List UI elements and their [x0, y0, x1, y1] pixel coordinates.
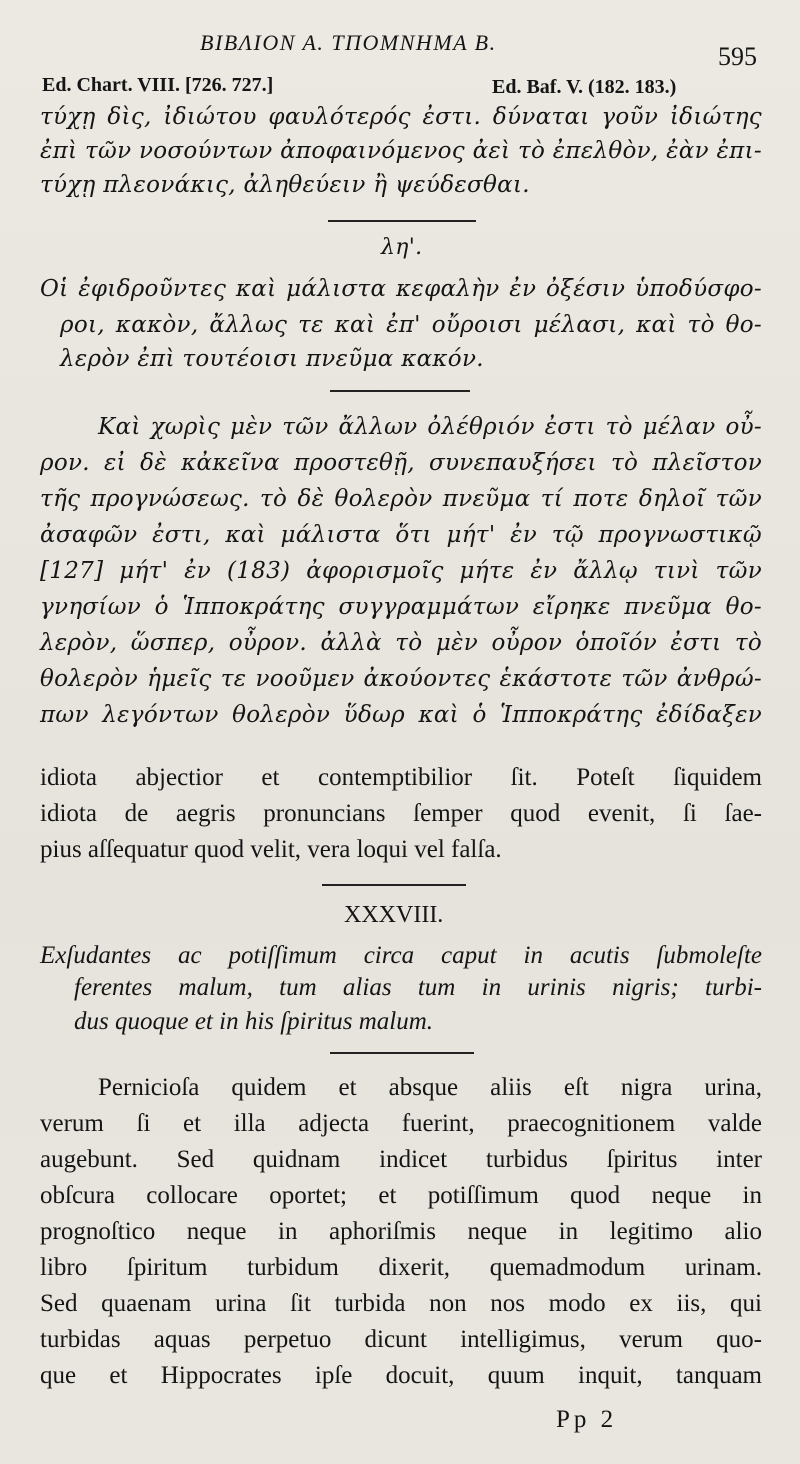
- latin-commentary-line: libro ſpiritum turbidum dixerit, quemadmodum urinam.: [40, 1254, 762, 1281]
- latin-commentary-line: augebunt. Sed quidnam indicet turbidus ſpiritus inter: [40, 1146, 762, 1173]
- greek-intro-line: τύχῃ πλεονάκις, ἀληθεύειν ἢ ψεύδεσθαι.: [40, 172, 530, 198]
- greek-intro-line: τύχῃ δὶς, ἰδιώτου φαυλότερός ἐστι. δύναται γοῦν ἰδιώτης: [40, 104, 762, 130]
- latin-section-number: XXXVIII.: [344, 902, 444, 928]
- greek-commentary-line: ρον. εἰ δὲ κἀκεῖνα προστεθῇ, συνεπαυξήσει τὸ πλεῖστον: [40, 450, 762, 476]
- edition-chartier-reference: Ed. Chart. VIII. [726. 727.]: [42, 74, 274, 96]
- latin-commentary-line: Pernicioſa quidem et absque aliis eſt nigra urina,: [98, 1074, 762, 1101]
- greek-commentary-line: πων λεγόντων θολερὸν ὕδωρ καὶ ὁ Ἱπποκράτης ἐδίδαξεν: [40, 702, 762, 728]
- page-number: 595: [718, 42, 757, 71]
- section-divider: [322, 884, 466, 886]
- greek-commentary-line: [127] μήτ' ἐν (183) ἀφορισμοῖς μήτε ἐν ἄλλῳ τινὶ τῶν: [40, 558, 762, 584]
- greek-aphorism-line: ροι, κακὸν, ἄλλως τε καὶ ἐπ' οὔροισι μέλασι, καὶ τὸ θο-: [60, 312, 762, 338]
- edition-basel-reference: Ed. Baf. V. (182. 183.): [492, 76, 677, 98]
- latin-aphorism-line: dus quoque et in his ſpiritus malum.: [74, 1008, 434, 1035]
- greek-commentary-line: θολερὸν ἡμεῖς τε νοοῦμεν ἀκούοντες ἑκάστοτε τῶν ἀνθρώ-: [40, 666, 762, 692]
- latin-commentary-line: verum ſi et illa adjecta fuerint, praecognitionem valde: [40, 1110, 762, 1137]
- running-head: ΒΙΒΛΙΟΝ Α. ΤΠΟΜΝΗΜΑ Β.: [200, 30, 497, 55]
- greek-aphorism-line: Οἱ ἐφιδροῦντες καὶ μάλιστα κεφαλὴν ἐν ὀξέσιν ὑποδύσφο-: [40, 276, 762, 302]
- greek-commentary-line: ἀσαφῶν ἐστι, καὶ μάλιστα ὅτι μήτ' ἐν τῷ προγνωστικῷ: [40, 522, 762, 548]
- section-divider: [328, 220, 476, 222]
- greek-commentary-line: Καὶ χωρὶς μὲν τῶν ἄλλων ὀλέθριόν ἐστι τὸ μέλαν οὖ-: [98, 414, 762, 440]
- section-divider: [330, 390, 470, 392]
- greek-section-number: λη'.: [381, 235, 423, 260]
- latin-aphorism-line: Exſudantes ac potiſſimum circa caput in acutis ſubmoleſte: [40, 942, 762, 969]
- latin-aphorism-line: ferentes malum, tum alias tum in urinis nigris; turbi-: [74, 974, 762, 1001]
- greek-commentary-line: λερὸν, ὥσπερ, οὖρον. ἀλλὰ τὸ μὲν οὖρον ὁποῖόν ἐστι τὸ: [40, 630, 762, 656]
- latin-intro-line: pius aſſequatur quod velit, vera loqui vel falſa.: [40, 836, 502, 863]
- greek-aphorism-line: λερὸν ἐπὶ τουτέοισι πνεῦμα κακόν.: [60, 346, 484, 372]
- greek-commentary-line: γνησίων ὁ Ἱπποκράτης συγγραμμάτων εἴρηκε πνεῦμα θο-: [40, 594, 762, 620]
- section-divider: [330, 1052, 474, 1054]
- signature-mark: Pp 2: [556, 1406, 618, 1433]
- latin-commentary-line: que et Hippocrates ipſe docuit, quum inquit, tanquam: [40, 1362, 762, 1389]
- latin-commentary-line: prognoſtico neque in aphoriſmis neque in legitimo alio: [40, 1218, 762, 1245]
- greek-intro-line: ἐπὶ τῶν νοσούντων ἀποφαινόμενος ἀεὶ τὸ ἐπελθὸν, ἐὰν ἐπι-: [40, 138, 762, 164]
- greek-commentary-line: τῆς προγνώσεως. τὸ δὲ θολερὸν πνεῦμα τί ποτε δηλοῖ τῶν: [40, 486, 762, 512]
- latin-intro-line: idiota abjectior et contemptibilior ſit. Poteſt ſiquidem: [40, 764, 762, 791]
- latin-commentary-line: obſcura collocare oportet; et potiſſimum quod neque in: [40, 1182, 762, 1209]
- latin-intro-line: idiota de aegris pronuncians ſemper quod evenit, ſi ſae-: [40, 800, 762, 827]
- latin-commentary-line: Sed quaenam urina ſit turbida non nos modo ex iis, qui: [40, 1290, 762, 1317]
- latin-commentary-line: turbidas aquas perpetuo dicunt intelligimus, verum quo-: [40, 1326, 762, 1353]
